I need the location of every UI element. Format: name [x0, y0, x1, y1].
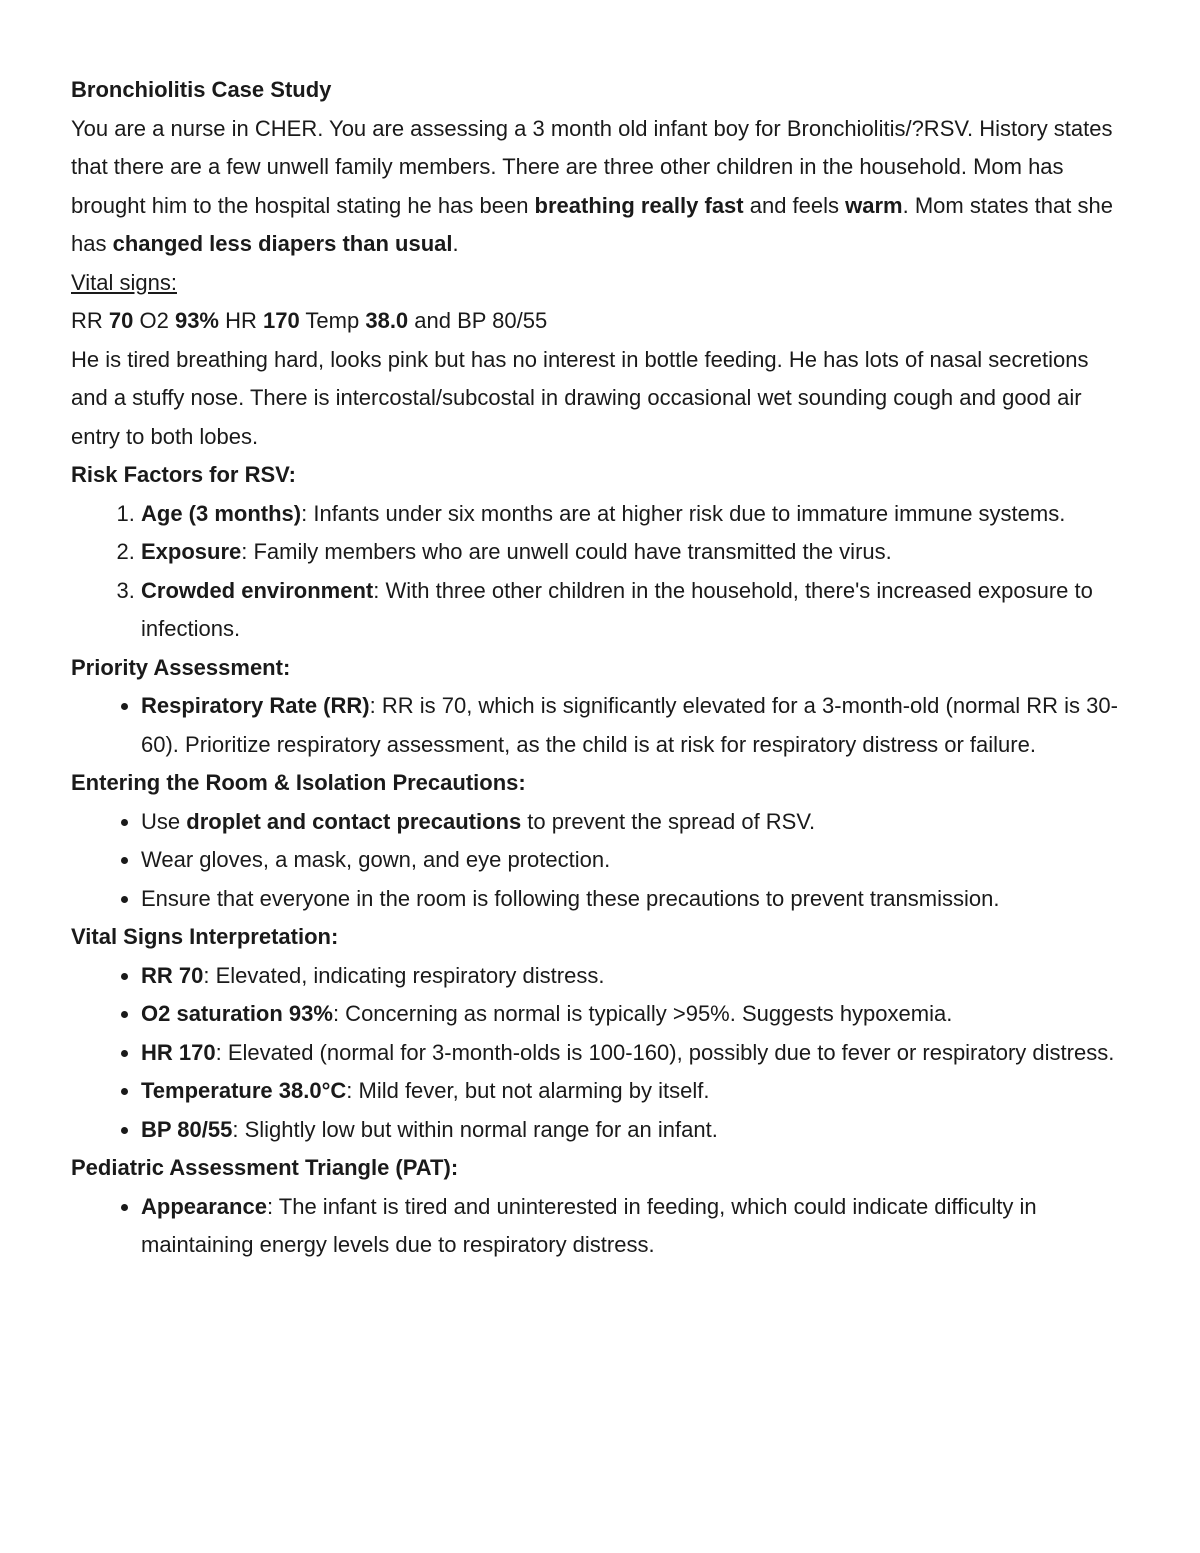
- list-item: • BP 80/55: Slightly low but within normal range for an infant.: [141, 1111, 1131, 1150]
- list-item: 1. Age (3 months): Infants under six months are at higher risk due to immature immune systems.: [141, 495, 1131, 534]
- list-item: 2. Exposure: Family members who are unwell could have transmitted the virus.: [141, 533, 1131, 572]
- vitals-interpretation-heading: Vital Signs Interpretation:: [71, 924, 339, 949]
- list-item: • O2 saturation 93%: Concerning as normal is typically >95%. Suggests hypoxemia.: [141, 995, 1131, 1034]
- list-item: • Wear gloves, a mask, gown, and eye protection.: [141, 841, 1131, 880]
- patient-description: He is tired breathing hard, looks pink but has no interest in bottle feeding. He has lots of nasal secretions and a stuffy nose. There is intercostal/subcostal in drawing occasional wet sounding cough and good air entry to both lobes.: [71, 346, 1089, 449]
- case-intro-paragraph: You are a nurse in CHER. You are assessing a 3 month old infant boy for Bronchiolitis/?RSV. History states that there are a few unwell family members. There are three other children in the household. Mom has brought him to the hospital stating he has been breathing really fast and feels warm. Mom states that she has changed less diapers than usual.: [71, 115, 1113, 256]
- document-page: [71, 71, 1131, 1265]
- priority-assessment-heading: Priority Assessment:: [71, 654, 291, 680]
- vitals-interpretation-list: [71, 957, 1131, 1150]
- vitals-heading: Vital signs:: [71, 269, 177, 295]
- list-item: • RR 70: Elevated, indicating respiratory distress.: [141, 957, 1131, 996]
- document-title: Bronchiolitis Case Study: [71, 77, 332, 102]
- risk-factors-list: [71, 495, 1131, 649]
- pat-list: [71, 1188, 1131, 1265]
- list-item: • Temperature 38.0°C: Mild fever, but not alarming by itself.: [141, 1072, 1131, 1111]
- list-item: • Appearance: The infant is tired and uninterested in feeding, which could indicate difficulty in maintaining energy levels due to respiratory distress.: [141, 1188, 1131, 1265]
- list-item: 3. Crowded environment: With three other children in the household, there's increased exposure to infections.: [141, 572, 1131, 649]
- list-item: • Ensure that everyone in the room is following these precautions to prevent transmission.: [141, 880, 1131, 919]
- list-item: • Use droplet and contact precautions to prevent the spread of RSV.: [141, 803, 1131, 842]
- isolation-list: [71, 803, 1131, 919]
- pat-heading: Pediatric Assessment Triangle (PAT):: [71, 1155, 459, 1180]
- risk-factors-heading: Risk Factors for RSV:: [71, 462, 296, 487]
- vitals-line: RR 70 O2 93% HR 170 Temp 38.0 and BP 80/55: [71, 308, 548, 333]
- list-item: • Respiratory Rate (RR): RR is 70, which is significantly elevated for a 3-month-old (normal RR is 30-60). Prioritize respiratory assessment, as the child is at risk for respiratory distress or failure.: [141, 687, 1131, 764]
- list-item: • HR 170: Elevated (normal for 3-month-olds is 100-160), possibly due to fever or respiratory distress.: [141, 1034, 1131, 1073]
- isolation-heading: Entering the Room & Isolation Precautions:: [71, 770, 526, 795]
- priority-assessment-list: [71, 687, 1131, 764]
